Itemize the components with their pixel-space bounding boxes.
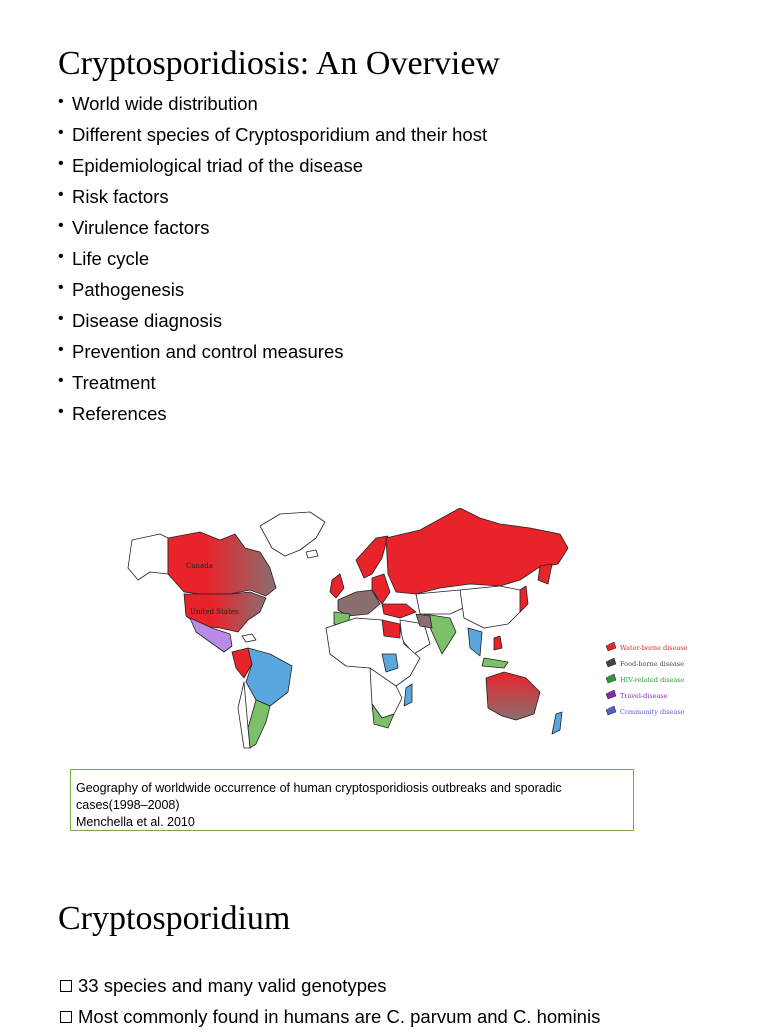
caribbean-shape: [242, 634, 256, 642]
bullet-item: • Disease diagnosis: [58, 307, 487, 338]
legend-item: [606, 642, 688, 652]
legend-label: Community disease: [620, 708, 685, 716]
bullet-item: • Virulence factors: [58, 214, 487, 245]
egypt-shape: [382, 620, 400, 638]
chile-shape: [238, 682, 250, 748]
list-item: [58, 972, 600, 1003]
slide-title: Cryptosporidiosis: An Overview: [58, 45, 500, 82]
scandinavia-shape: [356, 536, 388, 578]
philippines-shape: [494, 636, 502, 650]
china-shape: [460, 586, 524, 628]
legend-swatch: [606, 658, 616, 667]
legend-item: [606, 690, 668, 700]
caption-line: Geography of worldwide occurrence of human cryptosporidiosis outbreaks and sporadic: [76, 781, 562, 795]
checkbox-bullet-icon: [60, 1011, 72, 1023]
caption-citation: Menchella et al. 2010: [76, 815, 195, 829]
legend-item: [606, 658, 684, 668]
alaska-shape: [128, 534, 168, 580]
uk-shape: [330, 574, 344, 598]
overview-bullet-list: [58, 90, 487, 431]
new-zealand-shape: [552, 712, 562, 734]
legend-swatch: [606, 642, 616, 651]
caption-line: cases(1998–2008): [76, 798, 180, 812]
legend-swatch: [606, 690, 616, 699]
bullet-item: • Different species of Cryptosporidium and their host: [58, 121, 487, 152]
bullet-item: • Epidemiological triad of the disease: [58, 152, 487, 183]
map-label-canada: Canada: [186, 562, 213, 570]
southeast-asia-shape: [468, 628, 482, 656]
indonesia-shape: [482, 658, 508, 668]
bullet-item: • References: [58, 400, 487, 431]
list-item-text: Most commonly found in humans are C. parvum and C. hominis: [78, 1006, 601, 1027]
cryptosporidium-list: [58, 972, 600, 1034]
australia-shape: [486, 672, 540, 720]
map-caption-box: [70, 769, 634, 831]
bullet-item: • Risk factors: [58, 183, 487, 214]
map-legend: [606, 642, 688, 716]
section-title: Cryptosporidium: [58, 900, 291, 937]
legend-item: [606, 706, 685, 716]
legend-swatch: [606, 674, 616, 683]
bullet-item: • World wide distribution: [58, 90, 487, 121]
bullet-item: • Pathogenesis: [58, 276, 487, 307]
legend-label: HIV-related disease: [620, 676, 685, 684]
greenland-shape: [260, 512, 325, 556]
list-item: [58, 1003, 600, 1034]
list-item-text: 33 species and many valid genotypes: [78, 975, 387, 996]
world-map-figure: [120, 508, 700, 753]
madagascar-shape: [404, 684, 412, 706]
middle-east-shape: [382, 604, 416, 618]
brazil-shape: [246, 648, 292, 706]
legend-item: [606, 674, 685, 684]
map-label-united-states: United States: [190, 608, 239, 616]
legend-label: Travel-disease: [620, 692, 668, 700]
legend-label: Water-borne disease: [620, 644, 688, 652]
kamchatka-shape: [538, 564, 552, 584]
iceland-shape: [306, 550, 318, 558]
bullet-item: • Treatment: [58, 369, 487, 400]
southern-cone-shape: [248, 700, 270, 748]
checkbox-bullet-icon: [60, 980, 72, 992]
world-map: [120, 508, 700, 753]
canada-shape: [168, 532, 276, 596]
legend-swatch: [606, 706, 616, 715]
bullet-item: • Life cycle: [58, 245, 487, 276]
western-europe-shape: [338, 590, 380, 616]
bullet-item: • Prevention and control measures: [58, 338, 487, 369]
legend-label: Food-borne disease: [620, 660, 685, 668]
japan-shape: [520, 586, 528, 612]
